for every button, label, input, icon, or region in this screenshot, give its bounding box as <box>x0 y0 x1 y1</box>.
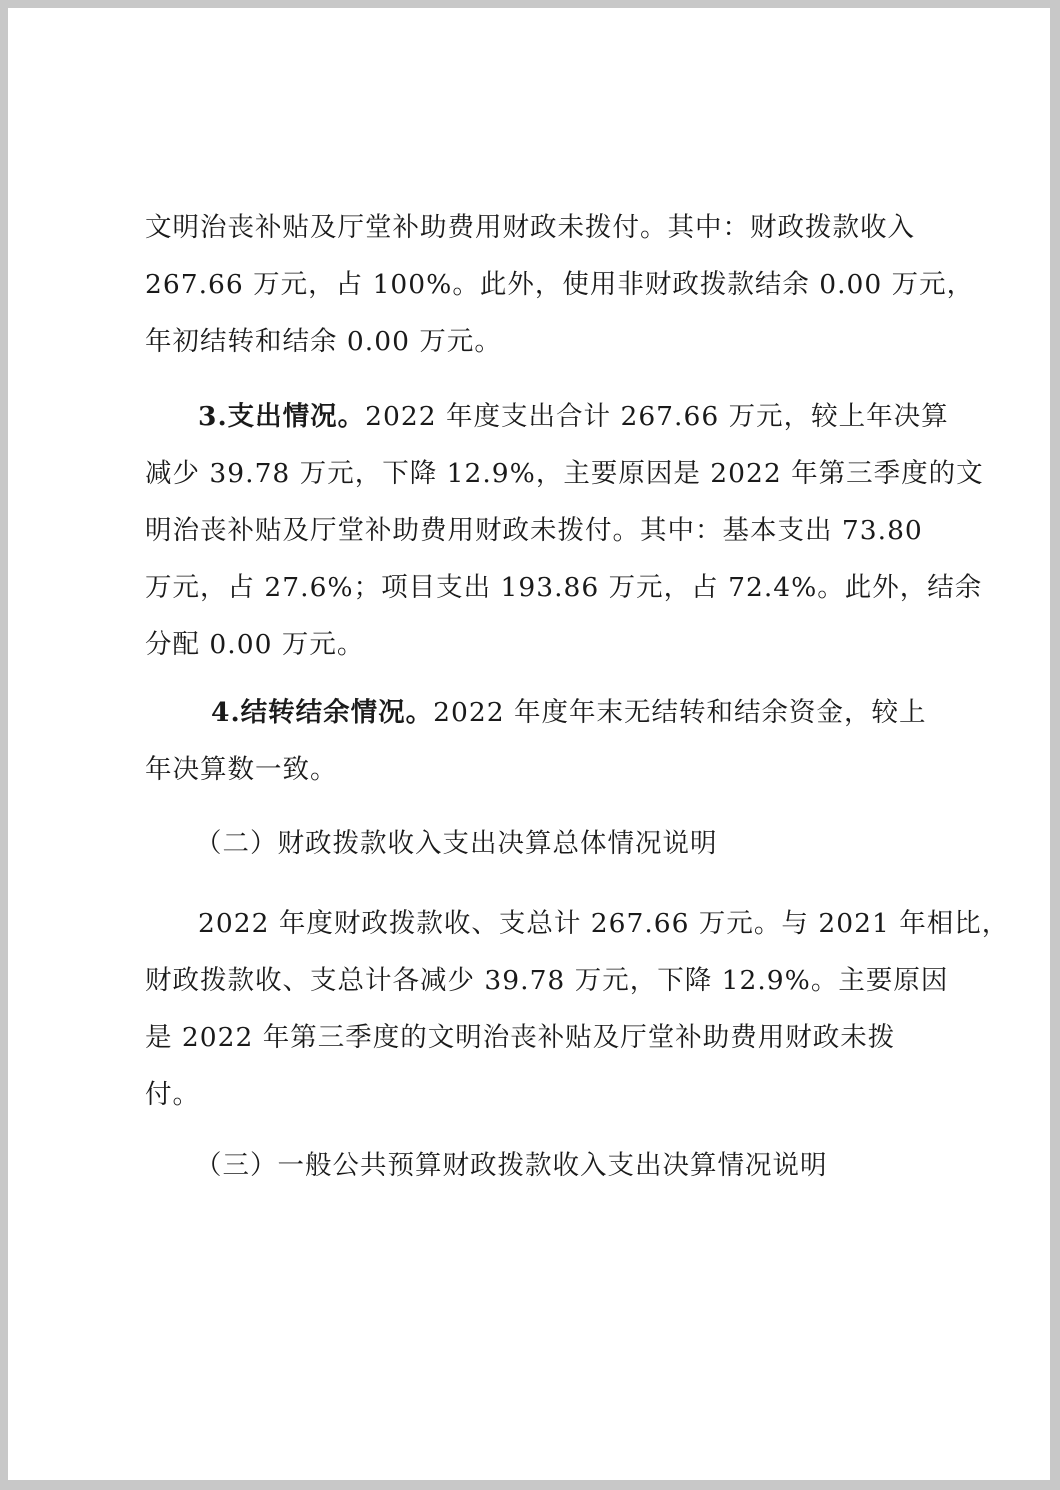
text-line: 年初结转和结余 0.00 万元。 <box>145 326 502 357</box>
text-line: 付。 <box>145 1079 200 1110</box>
text-line: 减少 39.78 万元，下降 12.9%，主要原因是 2022 年第三季度的文 <box>145 458 984 489</box>
text-line: 年决算数一致。 <box>145 754 338 785</box>
section-heading-carryover: 4.结转结余情况。 <box>211 697 434 728</box>
text-line: 明治丧补贴及厅堂补助费用财政未拨付。其中：基本支出 73.80 <box>145 515 923 546</box>
text-span: 2022 年度年末无结转和结余资金，较上 <box>433 697 927 728</box>
paragraph-line <box>211 684 927 741</box>
text-line: 是 2022 年第三季度的文明治丧补贴及厅堂补助费用财政未拨 <box>145 1022 896 1053</box>
section-heading-expenditure: 3.支出情况。 <box>198 401 366 432</box>
text-line: 文明治丧补贴及厅堂补助费用财政未拨付。其中：财政拨款收入 <box>145 212 915 243</box>
section-heading-2: （二）财政拨款收入支出决算总体情况说明 <box>195 828 718 859</box>
text-line: 财政拨款收、支总计各减少 39.78 万元，下降 12.9%。主要原因 <box>145 965 949 996</box>
document-page <box>8 8 1050 1480</box>
text-line: 万元，占 27.6%；项目支出 193.86 万元，占 72.4%。此外，结余 <box>145 572 983 603</box>
text-line: 267.66 万元，占 100%。此外，使用非财政拨款结余 0.00 万元， <box>145 269 975 300</box>
text-span: 2022 年度支出合计 267.66 万元，较上年决算 <box>365 401 949 432</box>
text-line: 2022 年度财政拨款收、支总计 267.66 万元。与 2021 年相比， <box>198 908 1010 939</box>
text-line: 分配 0.00 万元。 <box>145 629 365 660</box>
section-heading-3: （三）一般公共预算财政拨款收入支出决算情况说明 <box>195 1150 828 1181</box>
paragraph-line <box>198 388 949 445</box>
